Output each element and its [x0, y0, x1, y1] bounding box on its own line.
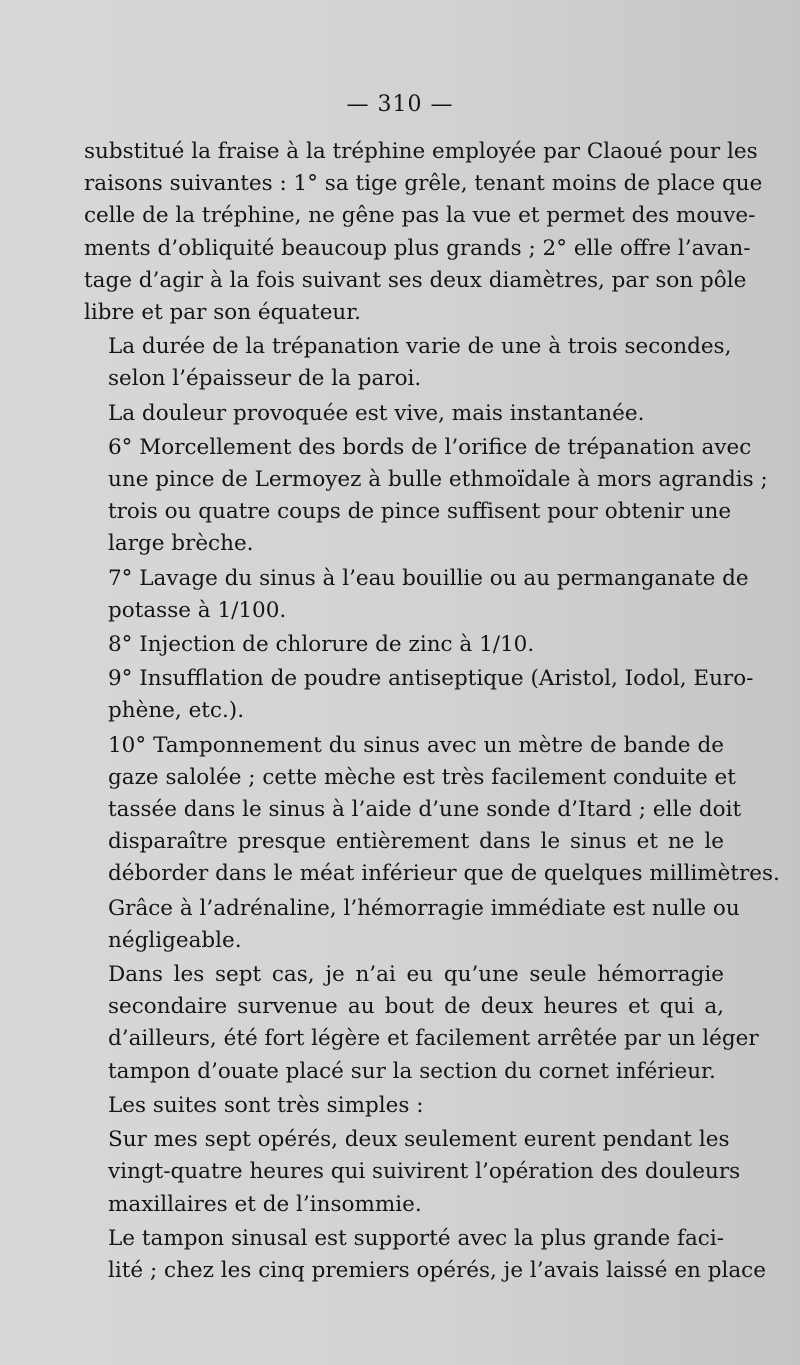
- text-line: gaze salolée ; cette mèche est très facilement conduite et: [108, 764, 736, 790]
- paragraph: [84, 893, 740, 957]
- text-line: potasse à 1/100.: [108, 597, 287, 623]
- text-line: trois ou quatre coups de pince suffisent pour obtenir une: [108, 499, 732, 525]
- page-number: — 310 —: [346, 92, 454, 117]
- text-line: substitué la fraise à la tréphine employée par Claoué pour les: [84, 139, 758, 164]
- text-line: Le tampon sinusal est supporté avec la plus grande faci-: [108, 1225, 724, 1251]
- text-line: phène, etc.).: [108, 698, 245, 724]
- text-line: celle de la tréphine, ne gêne pas la vue et permet des mouve-: [84, 203, 756, 229]
- text-line: Les suites sont très simples :: [108, 1092, 424, 1118]
- text-line: Sur mes sept opérés, deux seulement eurent pendant les: [108, 1127, 730, 1153]
- text-line: Grâce à l’adrénaline, l’hémorragie immédiate est nulle ou: [108, 895, 740, 921]
- text-line: ments d’obliquité beaucoup plus grands ; 2° elle offre l’avan-: [84, 235, 751, 261]
- paragraph: [84, 730, 780, 891]
- text-line: 7° Lavage du sinus à l’eau bouillie ou au permanganate de: [108, 565, 749, 591]
- text-line: disparaître presque entièrement dans le sinus et ne le: [108, 829, 724, 855]
- text-line: La douleur provoquée est vive, mais instantanée.: [108, 400, 645, 426]
- text-line: 10° Tamponnement du sinus avec un mètre de bande de: [108, 732, 724, 758]
- paragraph: [84, 432, 768, 561]
- text-line: d’ailleurs, été fort légère et facilement arrêtée par un léger: [108, 1026, 759, 1052]
- text-line: tage d’agir à la fois suivant ses deux diamètres, par son pôle: [84, 267, 747, 293]
- paragraph: [84, 136, 763, 329]
- text-line: Dans les sept cas, je n’ai eu qu’une seule hémorragie: [108, 962, 724, 988]
- paragraph: [84, 398, 724, 430]
- text-line: négligeable.: [108, 927, 242, 953]
- text-line: vingt-quatre heures qui suivirent l’opération des douleurs: [108, 1159, 741, 1185]
- text-line: déborder dans le méat inférieur que de quelques millimètres.: [108, 861, 780, 887]
- text-line: large brèche.: [108, 531, 254, 557]
- body-text: [84, 136, 780, 1289]
- text-line: 9° Insufflation de poudre antiseptique (Aristol, Iodol, Euro-: [108, 666, 754, 692]
- text-line: lité ; chez les cinq premiers opérés, je l’avais laissé en place: [108, 1257, 766, 1283]
- paragraph: [84, 331, 732, 395]
- paragraph: [84, 563, 749, 627]
- paragraph: [84, 959, 759, 1088]
- text-line: tassée dans le sinus à l’aide d’une sonde d’Itard ; elle doit: [108, 797, 742, 823]
- paragraph: [84, 1090, 724, 1122]
- text-line: 6° Morcellement des bords de l’orifice de trépanation avec: [108, 434, 752, 460]
- text-line: raisons suivantes : 1° sa tige grêle, tenant moins de place que: [84, 171, 763, 197]
- text-line: tampon d’ouate placé sur la section du cornet inférieur.: [108, 1058, 716, 1084]
- text-line: secondaire survenue au bout de deux heures et qui a,: [108, 994, 724, 1020]
- text-line: La durée de la trépanation varie de une à trois secondes,: [108, 334, 732, 360]
- paragraph: [84, 1223, 766, 1287]
- paragraph: [84, 663, 754, 727]
- paragraph: [84, 629, 724, 661]
- text-line: 8° Injection de chlorure de zinc à 1/10.: [108, 632, 535, 658]
- text-line: une pince de Lermoyez à bulle ethmoïdale à mors agrandis ;: [108, 467, 768, 493]
- text-line: maxillaires et de l’insommie.: [108, 1191, 422, 1217]
- paragraph: [84, 1124, 741, 1221]
- text-line: selon l’épaisseur de la paroi.: [108, 366, 422, 392]
- text-line: libre et par son équateur.: [84, 300, 362, 326]
